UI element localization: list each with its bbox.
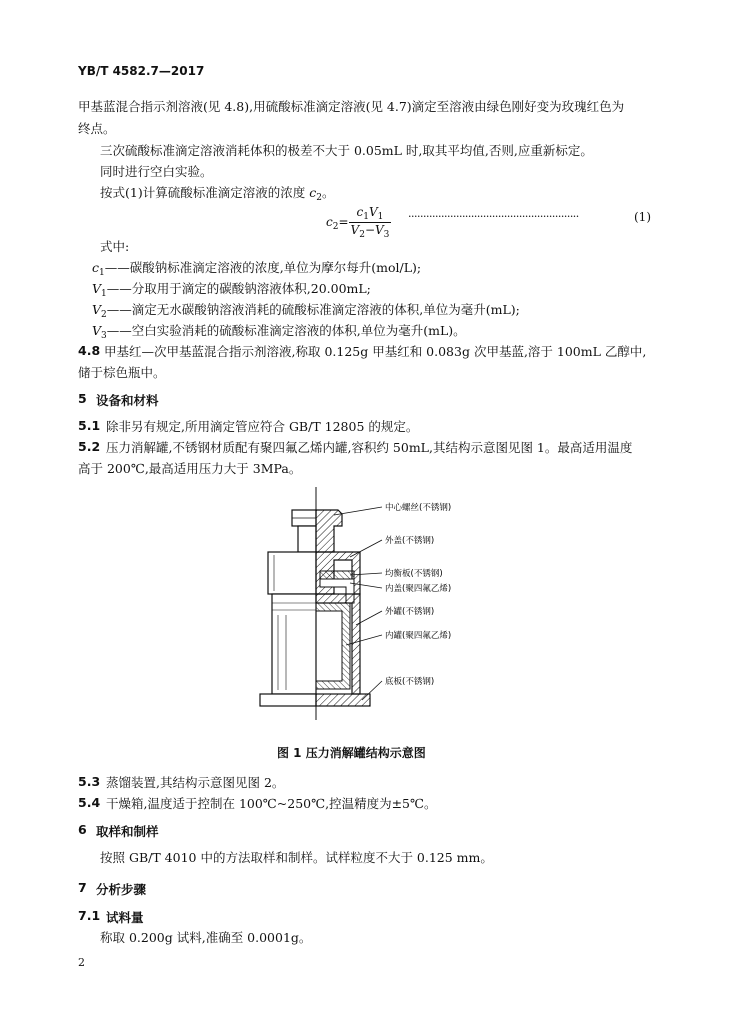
- section-number: 5.2: [78, 439, 101, 454]
- formula: $c_2=$ $\frac{c_1V_1}{V_2-V_3}$: [326, 205, 390, 240]
- para-line: 按照 GB/T 4010 中的方法取样和制样。试样粒度不大于 0.125 mm。: [100, 850, 493, 865]
- para-line: 储于棕色瓶中。: [78, 365, 166, 380]
- section-number: 5.1: [78, 418, 101, 433]
- para-line: 终点。: [78, 121, 116, 136]
- formula-fraction: $\frac{c_1V_1}{V_2-V_3}$: [350, 205, 390, 240]
- section-number: 5: [78, 391, 87, 406]
- section-number: 5.3: [78, 774, 101, 789]
- page-number: 2: [78, 956, 85, 969]
- pressure-digestion-tank-diagram: [250, 485, 500, 733]
- where-title: 式中:: [100, 239, 130, 254]
- label-balance-plate: 均衡板(不锈钢): [385, 569, 443, 579]
- para-line: 同时进行空白实验。: [100, 164, 213, 179]
- balance-plate: [320, 571, 354, 579]
- where-item: $V_1——$分取用于滴定的碳酸钠溶液体积,20.00mL;: [92, 281, 371, 299]
- section-title: 设备和材料: [96, 393, 159, 408]
- para-line: 甲基蓝混合指示剂溶液(见 4.8),用硫酸标准滴定溶液(见 4.7)滴定至溶液由绿色刚好变为玫瑰红色为: [78, 99, 625, 114]
- standard-number: YB/T 4582.7—2017: [78, 64, 205, 78]
- section-number: 6: [78, 822, 87, 837]
- label-center-screw: 中心螺丝(不锈钢): [385, 503, 452, 513]
- section-title: 试料量: [106, 910, 144, 925]
- para-line: 称取 0.200g 试料,准确至 0.0001g。: [100, 930, 312, 945]
- para-line: 压力消解罐,不锈钢材质配有聚四氟乙烯内罐,容积约 50mL,其结构示意图见图 1。最高适用温度: [106, 440, 633, 455]
- where-item: $V_3——$空白实验消耗的硫酸标准滴定溶液的体积,单位为毫升(mL)。: [92, 323, 466, 341]
- section-number: 4.8: [78, 343, 101, 358]
- section-number: 7: [78, 880, 87, 895]
- formula-leader-dots: ·························································: [408, 210, 579, 223]
- bottom-plate: [260, 694, 370, 706]
- para-line: 三次硫酸标准滴定溶液消耗体积的极差不大于 0.05mL 时,取其平均值,否则,应重新标定。: [100, 143, 593, 158]
- figure-caption: 图 1 压力消解罐结构示意图: [277, 746, 426, 760]
- where-item: $c_1——$碳酸钠标准滴定溶液的浓度,单位为摩尔每升(mol/L);: [92, 260, 422, 278]
- formula-number: (1): [634, 210, 651, 224]
- para-line: 蒸馏装置,其结构示意图见图 2。: [106, 775, 285, 790]
- para-line: 干燥箱,温度适于控制在 100℃~250℃,控温精度为±5℃。: [106, 796, 437, 811]
- section-title: 分析步骤: [96, 882, 147, 897]
- center-screw: [292, 510, 342, 552]
- para-line: 除非另有规定,所用滴定管应符合 GB/T 12805 的规定。: [106, 419, 419, 434]
- label-outer-lid: 外盖(不锈钢): [385, 536, 435, 546]
- section-title: 取样和制样: [96, 824, 159, 839]
- label-bottom-plate: 底板(不锈钢): [385, 677, 435, 687]
- section-number: 5.4: [78, 795, 101, 810]
- label-inner-lid: 内盖(聚四氟乙烯): [385, 584, 452, 594]
- para-line: 按式(1)计算硫酸标准滴定溶液的浓度 $c_2$。: [100, 185, 335, 203]
- inner-tank: [316, 603, 350, 689]
- section-number: 7.1: [78, 908, 101, 923]
- para-line: 高于 200℃,最高适用压力大于 3MPa。: [78, 461, 302, 476]
- where-item: $V_2——$滴定无水碳酸钠溶液消耗的硫酸标准滴定溶液的体积,单位为毫升(mL);: [92, 302, 520, 320]
- label-inner-tank: 内罐(聚四氟乙烯): [385, 631, 452, 641]
- label-outer-tank: 外罐(不锈钢): [385, 607, 435, 617]
- para-line: 甲基红—次甲基蓝混合指示剂溶液,称取 0.125g 甲基红和 0.083g 次甲基蓝,溶于 100mL 乙醇中,: [104, 344, 647, 359]
